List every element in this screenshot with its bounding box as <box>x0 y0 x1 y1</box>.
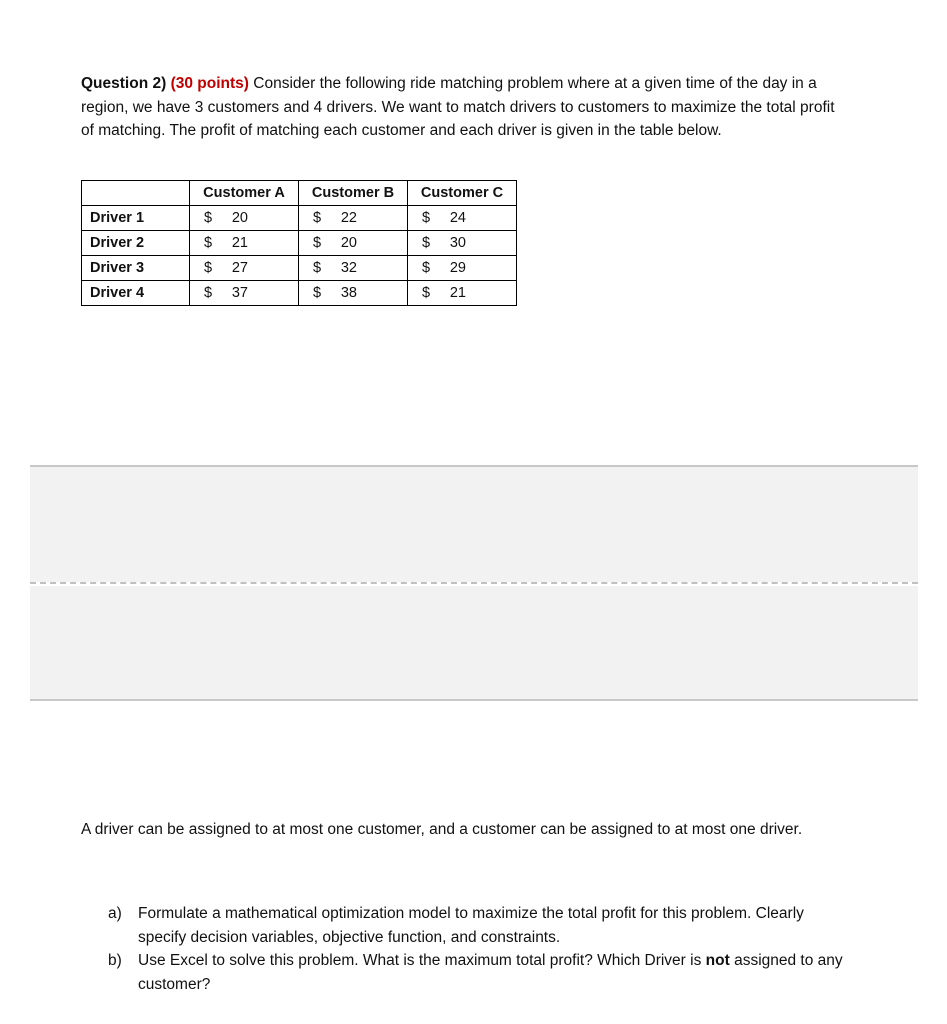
table-cell <box>190 281 299 306</box>
table-cell <box>299 281 408 306</box>
row-label: Driver 4 <box>82 281 190 306</box>
cell-value: 29 <box>449 260 466 276</box>
question-label: Question 2) <box>81 75 167 92</box>
currency-symbol: $ <box>422 210 431 226</box>
currency-symbol: $ <box>204 285 213 301</box>
table-corner <box>82 181 190 206</box>
cell-value: 20 <box>231 210 248 226</box>
currency-symbol: $ <box>422 285 431 301</box>
currency-symbol: $ <box>204 260 213 276</box>
table-cell <box>408 206 517 231</box>
cell-value: 21 <box>449 285 466 301</box>
row-label: Driver 1 <box>82 206 190 231</box>
cell-value: 27 <box>231 260 248 276</box>
part-text: Formulate a mathematical optimization model to maximize the total profit for this problem. Clearly specify decision variables, objective function, and constraints. <box>138 905 804 946</box>
table-cell <box>408 231 517 256</box>
part-text-before: Use Excel to solve this problem. What is the maximum total profit? Which Driver is <box>138 952 706 969</box>
list-item <box>108 949 848 996</box>
cell-value: 22 <box>340 210 357 226</box>
cell-value: 37 <box>231 285 248 301</box>
part-marker: b) <box>108 952 122 969</box>
answer-area-bottom[interactable] <box>30 586 918 701</box>
currency-symbol: $ <box>313 235 322 251</box>
table-cell <box>190 231 299 256</box>
currency-symbol: $ <box>422 260 431 276</box>
currency-symbol: $ <box>313 210 322 226</box>
currency-symbol: $ <box>204 210 213 226</box>
cell-value: 30 <box>449 235 466 251</box>
question-parts-list <box>108 902 848 996</box>
table-row <box>82 231 517 256</box>
row-label: Driver 2 <box>82 231 190 256</box>
profit-table <box>81 180 517 306</box>
currency-symbol: $ <box>313 285 322 301</box>
question-points: (30 points) <box>170 75 249 92</box>
column-header: Customer C <box>408 181 517 206</box>
currency-symbol: $ <box>313 260 322 276</box>
cell-value: 20 <box>340 235 357 251</box>
table-cell <box>190 256 299 281</box>
table-cell <box>190 206 299 231</box>
column-header: Customer B <box>299 181 408 206</box>
table-row <box>82 256 517 281</box>
table-cell <box>299 206 408 231</box>
cell-value: 21 <box>231 235 248 251</box>
currency-symbol: $ <box>422 235 431 251</box>
question-text: Consider the following ride matching problem where at a given time of the day in a region, we have 3 customers and 4 drivers. We want to match drivers to customers to maximize the total profit of matching. The profit of matching each customer and each driver is given in the table below. <box>81 75 835 139</box>
table-row <box>82 281 517 306</box>
cell-value: 38 <box>340 285 357 301</box>
assignment-rule-paragraph: A driver can be assigned to at most one customer, and a customer can be assigned to at most one driver. <box>81 821 803 838</box>
table-cell <box>299 231 408 256</box>
table-row <box>82 206 517 231</box>
table-cell <box>299 256 408 281</box>
page-break-divider <box>30 582 918 584</box>
table-cell <box>408 281 517 306</box>
answer-area-top[interactable] <box>30 465 918 582</box>
part-text <box>138 949 848 996</box>
list-item <box>108 902 848 949</box>
cell-value: 32 <box>340 260 357 276</box>
cell-value: 24 <box>449 210 466 226</box>
currency-symbol: $ <box>204 235 213 251</box>
part-text-after: assigned to any customer? <box>138 952 843 993</box>
table-header-row <box>82 181 517 206</box>
table-cell <box>408 256 517 281</box>
question-paragraph <box>81 72 841 143</box>
part-text-emphasis: not <box>705 952 730 969</box>
part-marker: a) <box>108 905 122 922</box>
row-label: Driver 3 <box>82 256 190 281</box>
column-header: Customer A <box>190 181 299 206</box>
